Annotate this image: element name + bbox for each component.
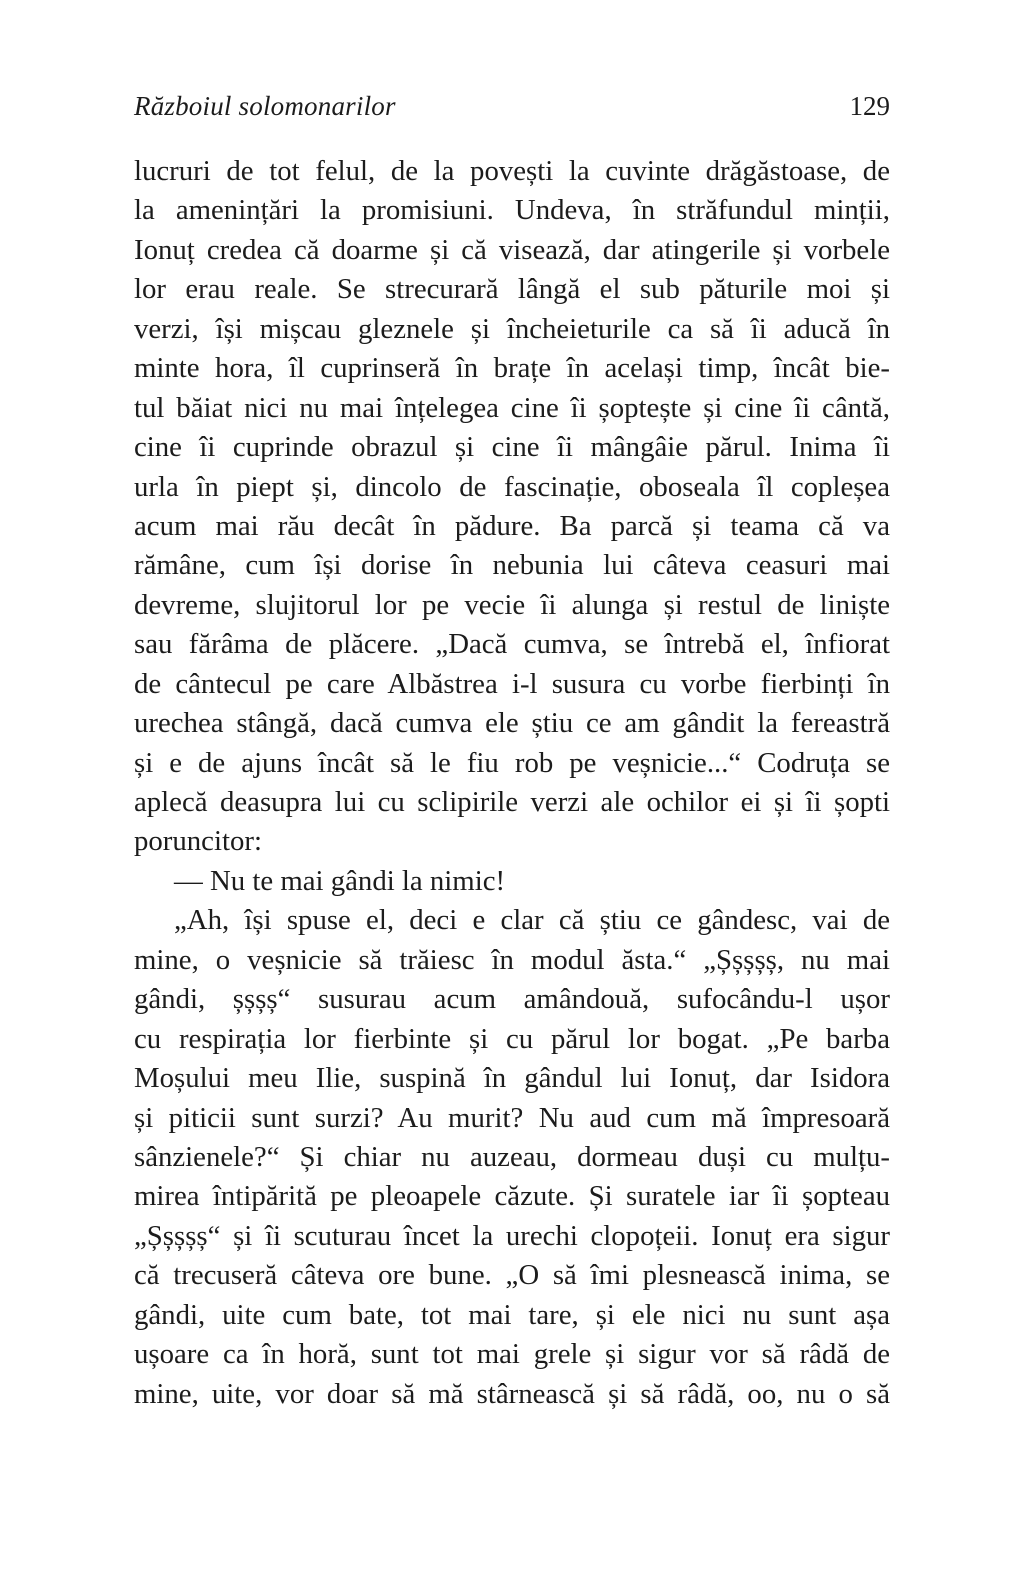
- text-line: sânzienele?“ Și chiar nu auzeau, dormeau duși cu mulțu-: [134, 1140, 890, 1173]
- text-line: tul băiat nici nu mai înțelegea cine îi șoptește și cine îi cântă,: [134, 391, 890, 424]
- text-line: și e de ajuns încât să le fiu rob pe veșnicie...“ Codruța se: [134, 746, 890, 779]
- text-line: devreme, slujitorul lor pe vecie îi alunga și restul de liniște: [134, 588, 890, 621]
- text-line: lucruri de tot felul, de la povești la cuvinte drăgăstoase, de: [134, 155, 890, 187]
- body-text: [134, 152, 890, 1414]
- text-line: cine îi cuprinde obrazul și cine îi mângâie părul. Inima îi: [134, 431, 890, 464]
- text-line: aplecă deasupra lui cu sclipirile verzi ale ochilor ei și îi șopti: [134, 786, 890, 818]
- text-line: urechea stângă, dacă cumva ele știu ce am gândit la fereastră: [134, 707, 890, 740]
- dialogue-line: — Nu te mai gândi la nimic!: [174, 864, 506, 897]
- text-line: mine, o veșnicie să trăiesc în modul ăsta.“ „Șșșșș, nu mai: [134, 943, 890, 976]
- text-line: sau fărâma de plăcere. „Dacă cumva, se întrebă el, înfiorat: [134, 628, 890, 661]
- text-line: gândi, uite cum bate, tot mai tare, și ele nici nu sunt așa: [134, 1298, 890, 1331]
- text-line: rămâne, cum își dorise în nebunia lui câteva ceasuri mai: [134, 549, 890, 582]
- text-line: și piticii sunt surzi? Au murit? Nu aud cum mă împresoară: [134, 1101, 890, 1134]
- text-line: Ionuț credea că doarme și că visează, dar atingerile și vorbele: [134, 233, 890, 266]
- text-line: gândi, șșșș“ susurau acum amândouă, sufocându-l ușor: [134, 983, 890, 1016]
- running-header: [134, 88, 890, 128]
- text-line: lor erau reale. Se strecurară lângă el sub păturile moi și: [134, 273, 890, 306]
- text-line: „Ah, își spuse el, deci e clar că știu ce gândesc, vai de: [174, 904, 890, 937]
- text-line: poruncitor:: [134, 825, 262, 858]
- text-line: acum mai rău decât în pădure. Ba parcă și teama că va: [134, 509, 890, 542]
- text-line: urla în piept și, dincolo de fascinație, oboseala îl copleșea: [134, 470, 890, 503]
- page-number: 129: [849, 91, 890, 121]
- text-line: mine, uite, vor doar să mă stârnească și să râdă, oo, nu o să: [134, 1377, 890, 1410]
- text-line: că trecuseră câteva ore bune. „O să îmi plesnească inima, se: [134, 1259, 890, 1292]
- text-line: ușoare ca în horă, sunt tot mai grele și sigur vor să râdă de: [134, 1338, 890, 1371]
- text-line: la amenințări la promisiuni. Undeva, în străfundul minții,: [134, 194, 890, 227]
- text-line: cu respirația lor fierbinte și cu părul lor bogat. „Pe barba: [134, 1022, 890, 1055]
- text-line: minte hora, îl cuprinseră în brațe în același timp, încât bie-: [134, 352, 890, 385]
- text-line: „Șșșșș“ și îi scuturau încet la urechi clopoțeii. Ionuț era sigur: [134, 1219, 890, 1252]
- running-title: Războiul solomonarilor: [134, 91, 396, 121]
- text-line: verzi, își mișcau gleznele și încheieturile ca să îi aducă în: [134, 312, 890, 345]
- text-line: Moșului meu Ilie, suspină în gândul lui Ionuț, dar Isidora: [134, 1062, 890, 1095]
- text-line: de cântecul pe care Albăstrea i-l susura cu vorbe fierbinți în: [134, 667, 890, 700]
- text-line: mirea întipărită pe pleoapele căzute. Și suratele iar îi șopteau: [134, 1180, 890, 1213]
